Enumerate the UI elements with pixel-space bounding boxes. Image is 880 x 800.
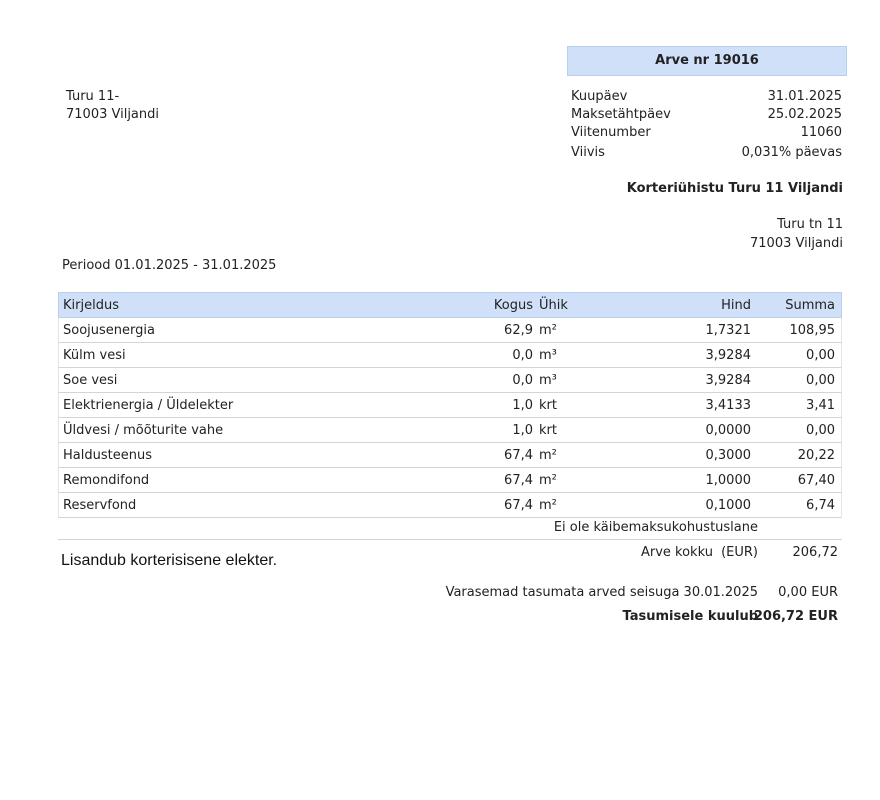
row-unit: m³ xyxy=(539,372,557,388)
header-sum: Summa xyxy=(785,297,835,313)
total-label: Arve kokku xyxy=(640,545,713,560)
header-unit: Ühik xyxy=(539,297,568,313)
table-header xyxy=(58,292,842,318)
row-quantity: 62,9 xyxy=(504,322,533,338)
table-row xyxy=(58,393,842,418)
row-sum: 0,00 xyxy=(806,422,835,438)
table-row xyxy=(58,468,842,493)
meta-due-date-value: 25.02.2025 xyxy=(767,107,842,122)
row-quantity: 1,0 xyxy=(512,422,533,438)
row-description: Soojusenergia xyxy=(63,322,155,338)
row-description: Haldusteenus xyxy=(63,447,152,463)
row-unit: m² xyxy=(539,447,557,463)
row-description: Soe vesi xyxy=(63,372,118,388)
meta-due-date-row xyxy=(571,107,842,122)
row-sum: 3,41 xyxy=(806,397,835,413)
total-value: 206,72 xyxy=(792,545,838,560)
table-row xyxy=(58,493,842,518)
meta-reference-row xyxy=(571,125,842,140)
additional-note: Lisandub korterisisene elekter. xyxy=(61,552,278,569)
amount-due-value: 206,72 EUR xyxy=(753,609,838,624)
table-row xyxy=(58,343,842,368)
meta-date-value: 31.01.2025 xyxy=(767,89,842,104)
previous-unpaid-value: 0,00 EUR xyxy=(778,585,838,600)
meta-date-row xyxy=(571,89,842,104)
table-row xyxy=(58,318,842,343)
row-unit: m² xyxy=(539,322,557,338)
row-description: Külm vesi xyxy=(63,347,126,363)
row-quantity: 1,0 xyxy=(512,397,533,413)
row-price: 0,3000 xyxy=(705,447,751,463)
row-unit: krt xyxy=(539,397,557,413)
issuer-street: Turu tn 11 xyxy=(777,217,843,232)
billing-period: Periood 01.01.2025 - 31.01.2025 xyxy=(62,258,277,273)
recipient-address-line1: Turu 11- xyxy=(66,89,120,104)
row-quantity: 67,4 xyxy=(504,472,533,488)
row-price: 1,7321 xyxy=(705,322,751,338)
row-description: Reservfond xyxy=(63,497,137,513)
invoice-table xyxy=(58,292,842,518)
row-description: Remondifond xyxy=(63,472,150,488)
row-unit: m² xyxy=(539,497,557,513)
row-quantity: 67,4 xyxy=(504,447,533,463)
row-sum: 20,22 xyxy=(797,447,835,463)
vat-status-row xyxy=(58,516,842,540)
row-sum: 0,00 xyxy=(806,347,835,363)
row-price: 3,4133 xyxy=(705,397,751,413)
previous-unpaid-label: Varasemad tasumata arved seisuga 30.01.2025 xyxy=(445,585,758,600)
row-quantity: 0,0 xyxy=(512,347,533,363)
row-sum: 0,00 xyxy=(806,372,835,388)
row-price: 0,1000 xyxy=(705,497,751,513)
total-label-group xyxy=(641,545,758,560)
table-row xyxy=(58,418,842,443)
recipient-address-line2: 71003 Viljandi xyxy=(66,107,159,122)
header-quantity: Kogus xyxy=(493,297,533,313)
issuer-city: 71003 Viljandi xyxy=(750,236,843,251)
meta-date-label: Kuupäev xyxy=(571,89,628,104)
row-quantity: 67,4 xyxy=(504,497,533,513)
row-price: 1,0000 xyxy=(705,472,751,488)
table-row xyxy=(58,368,842,393)
header-price: Hind xyxy=(721,297,751,313)
row-sum: 6,74 xyxy=(806,497,835,513)
row-description: Elektrienergia / Üldelekter xyxy=(63,397,234,413)
meta-due-date-label: Maksetähtpäev xyxy=(571,107,671,122)
row-description: Üldvesi / mõõturite vahe xyxy=(63,422,224,438)
row-price: 3,9284 xyxy=(705,372,751,388)
row-price: 3,9284 xyxy=(705,347,751,363)
row-sum: 67,40 xyxy=(797,472,835,488)
invoice-title: Arve nr 19016 xyxy=(567,46,847,76)
issuer-name: Korteriühistu Turu 11 Viljandi xyxy=(626,181,843,196)
row-unit: m² xyxy=(539,472,557,488)
meta-penalty-row xyxy=(571,145,842,160)
row-unit: krt xyxy=(539,422,557,438)
meta-penalty-value: 0,031% päevas xyxy=(741,145,842,160)
vat-status-text: Ei ole käibemaksukohustuslane xyxy=(553,520,758,535)
meta-reference-label: Viitenumber xyxy=(571,125,651,140)
meta-penalty-label: Viivis xyxy=(571,145,605,160)
amount-due-label: Tasumisele kuulub xyxy=(622,609,758,624)
total-currency: (EUR) xyxy=(721,545,758,560)
row-unit: m³ xyxy=(539,347,557,363)
table-row xyxy=(58,443,842,468)
meta-reference-value: 11060 xyxy=(800,125,842,140)
row-sum: 108,95 xyxy=(789,322,835,338)
row-quantity: 0,0 xyxy=(512,372,533,388)
row-price: 0,0000 xyxy=(705,422,751,438)
header-description: Kirjeldus xyxy=(63,297,119,313)
